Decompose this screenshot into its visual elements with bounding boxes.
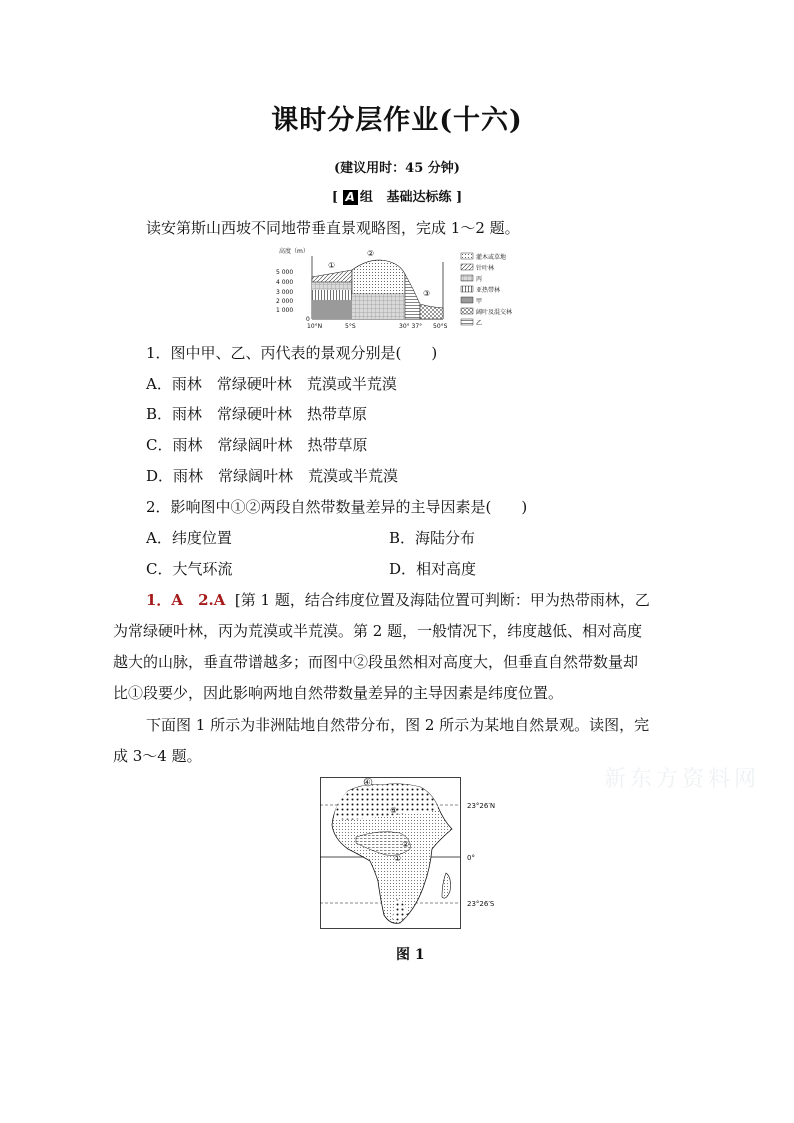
intro-text-1: 读安第斯山西坡不同地带垂直景观略图，完成 1～2 题。 <box>146 219 520 237</box>
marker-1: ① <box>328 261 336 270</box>
group-bracket-left: [ <box>331 190 339 205</box>
y-tick: 0 <box>306 316 310 323</box>
q1-option-c: C．雨林 常绿阔叶林 热带草原 <box>146 436 368 454</box>
profile-band-jia <box>312 300 352 319</box>
suggested-time: (建议用时：45 分钟) <box>334 161 460 176</box>
lat-label-south: 23°26′S <box>467 900 495 908</box>
x-tick: 50°S <box>433 323 448 330</box>
question-2-stem: 2．影响图中①②两段自然带数量差异的主导因素是( ) <box>146 498 528 516</box>
group-heading <box>0 186 794 205</box>
lat-label-equator: 0° <box>467 854 475 862</box>
map-marker-1: ① <box>394 854 402 863</box>
answer-line-3: 越大的山脉，垂直带谱越多；而图中②段虽然相对高度大，但垂直自然带数量却 <box>113 653 639 671</box>
y-tick: 1 000 <box>276 307 294 314</box>
intro-text-2-line-1: 下面图 1 所示为非洲陆地自然带分布，图 2 所示为某地自然景观。读图，完 <box>146 716 650 734</box>
figure-1-caption: 图 1 <box>396 947 425 963</box>
x-tick: 30° 37° <box>399 323 423 330</box>
legend-item: 乙 <box>476 320 483 327</box>
group-label: 组 <box>359 190 373 205</box>
q1-option-b: B．雨林 常绿硬叶林 热带草原 <box>146 405 368 423</box>
page-title: 课时分层作业(十六) <box>271 105 523 136</box>
profile-band-broadleaf <box>420 304 443 319</box>
profile-band-bing <box>312 282 352 290</box>
map-marker-2: ② <box>402 840 410 849</box>
intro-text-2-line-2: 成 3～4 题。 <box>113 747 202 765</box>
map-marker-3: ③ <box>390 806 398 815</box>
lat-label-north: 23°26′N <box>467 802 496 810</box>
q2-option-c: C．大气环流 <box>146 560 233 578</box>
legend-item: 亚热带林 <box>476 287 501 294</box>
q2-option-a: A．纬度位置 <box>146 529 232 547</box>
q2-option-b: B．海陆分布 <box>389 529 476 547</box>
y-tick: 5 000 <box>276 269 294 276</box>
marker-3: ③ <box>423 289 431 298</box>
profile-band-bing-2 <box>352 294 405 319</box>
andes-profile-figure <box>275 244 535 332</box>
answer-line-1 <box>146 585 686 616</box>
y-tick: 3 000 <box>276 289 294 296</box>
q1-option-a: A．雨林 常绿硬叶林 荒漠或半荒漠 <box>146 375 397 393</box>
group-badge: A <box>343 190 358 205</box>
profile-band-shrub <box>312 270 352 282</box>
question-1-stem: 1．图中甲、乙、丙代表的景观分别是( ) <box>146 344 438 362</box>
map-marker-4: ④ <box>363 778 371 787</box>
legend <box>461 253 512 327</box>
x-tick: 10°N <box>307 323 323 330</box>
y-axis-title: 高度（m） <box>279 248 309 255</box>
legend-item: 阔叶及混交林 <box>476 309 513 316</box>
legend-item: 甲 <box>476 298 483 305</box>
group-bracket-right: ] <box>455 190 463 205</box>
answer-line-2: 为常绿硬叶林，丙为荒漠或半荒漠。第 2 题，一般情况下，纬度越低、相对高度 <box>113 622 643 640</box>
profile-band-yi <box>405 274 420 319</box>
watermark: 新东方资料网 <box>604 767 761 792</box>
legend-item: 灌木或草地 <box>476 254 507 261</box>
profile-band-grass <box>352 260 405 294</box>
x-tick: 5°S <box>345 323 356 330</box>
group-name: 基础达标练 <box>386 190 452 205</box>
y-tick: 4 000 <box>276 279 294 286</box>
answer-explanation-1: [第 1 题，结合纬度位置及海陆位置可判断：甲为热带雨林，乙 <box>234 591 650 609</box>
q2-option-d: D．相对高度 <box>389 560 477 578</box>
answer-line-4: 比①段要少，因此影响两地自然带数量差异的主导因素是纬度位置。 <box>113 684 564 702</box>
answer-key: 1．A 2.A <box>146 591 226 609</box>
y-tick: 2 000 <box>276 298 294 305</box>
q1-option-d: D．雨林 常绿阔叶林 荒漠或半荒漠 <box>146 467 399 485</box>
legend-item: 针叶林 <box>476 265 495 272</box>
africa-map-figure <box>320 777 520 931</box>
profile-band-subtropical <box>312 290 352 300</box>
legend-item: 丙 <box>476 276 483 283</box>
marker-2: ② <box>367 249 375 258</box>
